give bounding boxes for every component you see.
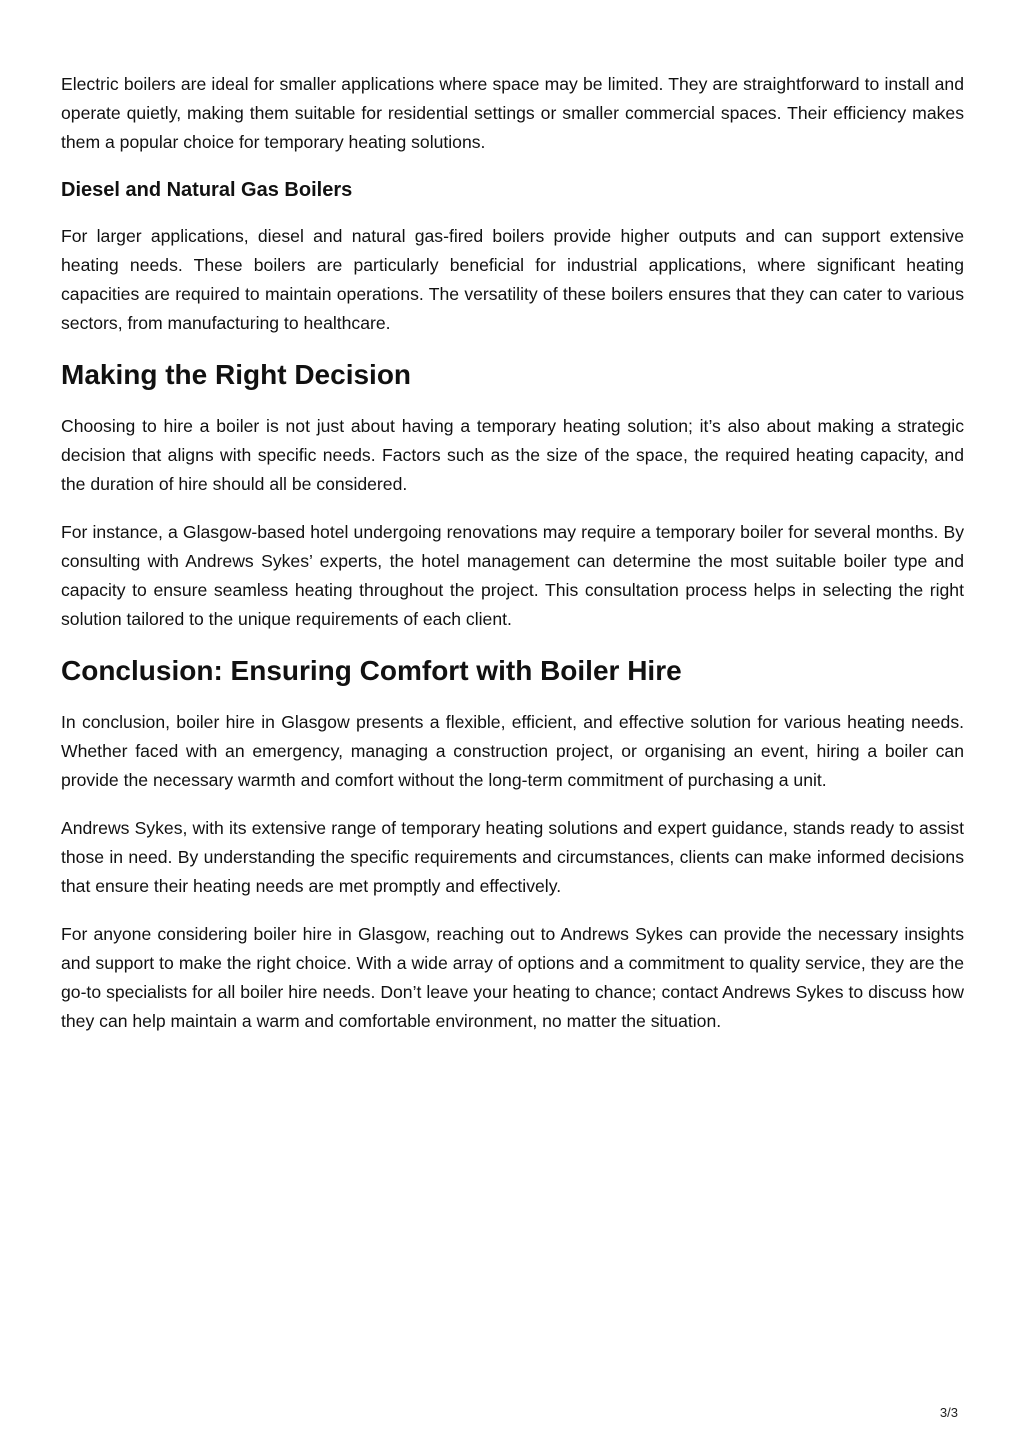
subheading-diesel-gas-boilers: Diesel and Natural Gas Boilers xyxy=(61,179,353,201)
paragraph-diesel-boilers: For larger applications, diesel and natural gas-fired boilers provide higher outputs and can support extensive heating needs. These boilers are particularly beneficial for industrial applications, where significant heating capacities are required to maintain operations. The versatility of these boilers ensures that they can cater to various sectors, from manufacturing to healthcare. xyxy=(61,226,964,333)
paragraph-electric-boilers: Electric boilers are ideal for smaller applications where space may be limited. They are straightforward to install and operate quietly, making them suitable for residential settings or smaller commercial spaces. Their efficiency makes them a popular choice for temporary heating solutions. xyxy=(61,74,964,152)
page-number: 3/3 xyxy=(939,1405,958,1420)
paragraph-conclusion-3: For anyone considering boiler hire in Glasgow, reaching out to Andrews Sykes can provide the necessary insights and support to make the right choice. With a wide array of options and a commitment to quality service, they are the go-to specialists for all boiler hire needs. Don’t leave your heating to chance; contact Andrews Sykes to discuss how they can help maintain a warm and comfortable environment, no matter the situation. xyxy=(61,924,964,1031)
paragraph-decision-2: For instance, a Glasgow-based hotel undergoing renovations may require a temporary boiler for several months. By consulting with Andrews Sykes’ experts, the hotel management can determine the most suitable boiler type and capacity to ensure seamless heating throughout the project. This consultation process helps in selecting the right solution tailored to the unique requirements of each client. xyxy=(61,522,964,629)
paragraph-decision-1: Choosing to hire a boiler is not just about having a temporary heating solution; it’s also about making a strategic decision that aligns with specific needs. Factors such as the size of the space, the required heating capacity, and the duration of hire should all be considered. xyxy=(61,416,964,494)
heading-making-right-decision: Making the Right Decision xyxy=(61,359,412,390)
document-body xyxy=(61,70,964,1055)
paragraph-conclusion-1: In conclusion, boiler hire in Glasgow presents a flexible, efficient, and effective solution for various heating needs. Whether faced with an emergency, managing a construction project, or organising an event, hiring a boiler can provide the necessary warmth and comfort without the long-term commitment of purchasing a unit. xyxy=(61,712,964,790)
paragraph-conclusion-2: Andrews Sykes, with its extensive range of temporary heating solutions and expert guidance, stands ready to assist those in need. By understanding the specific requirements and circumstances, clients can make informed decisions that ensure their heating needs are met promptly and effectively. xyxy=(61,818,964,896)
heading-conclusion: Conclusion: Ensuring Comfort with Boiler Hire xyxy=(61,655,682,686)
